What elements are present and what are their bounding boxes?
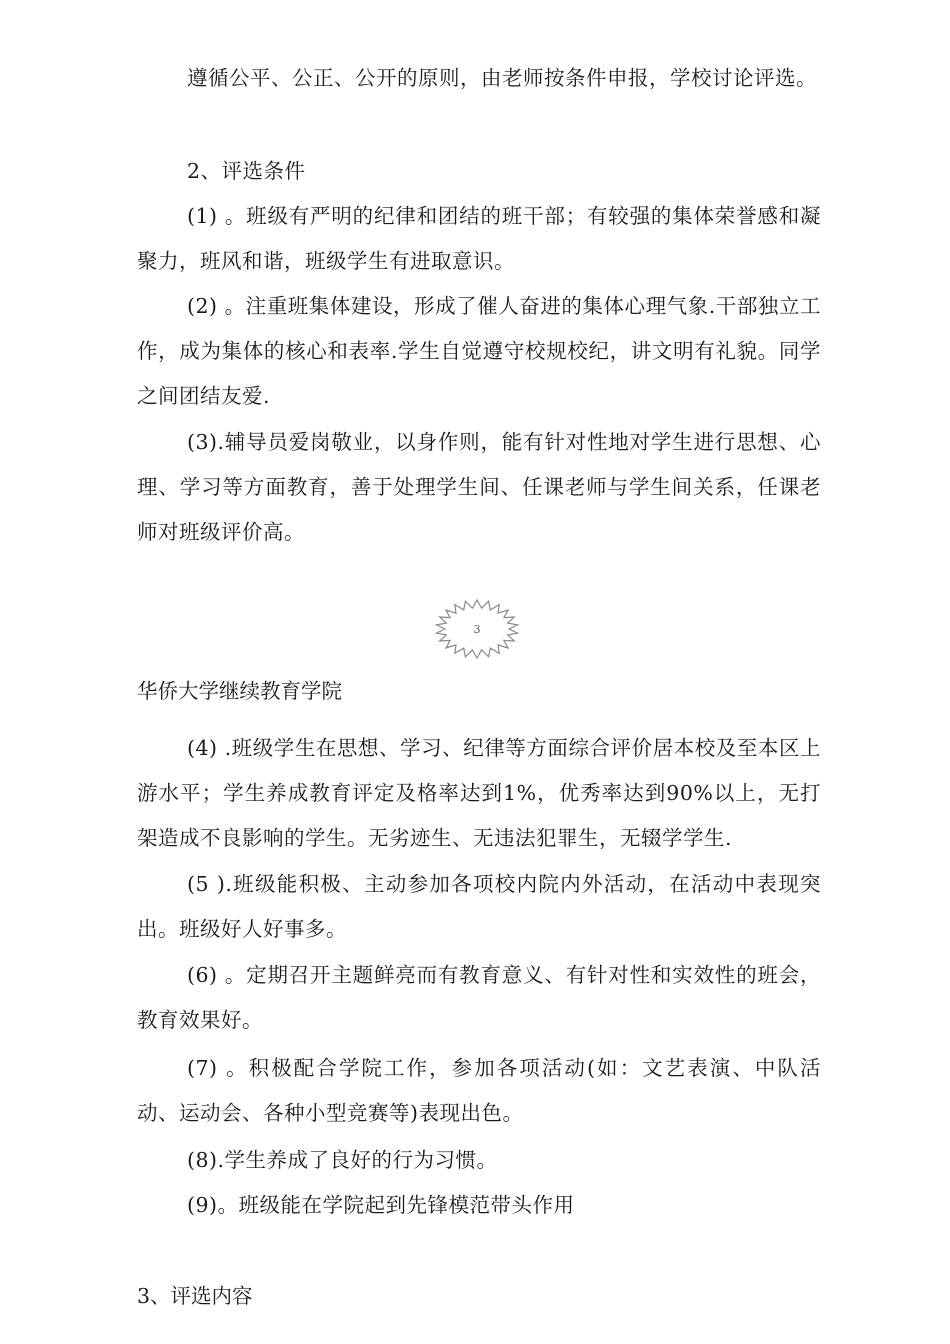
paragraph-condition-2: (2) 。注重班集体建设，形成了催人奋进的集体心理气象.干部独立工作，成为集体的核心和表率.学生自觉遵守校规校纪，讲文明有礼貌。同学之间团结友爱. [137,294,821,408]
paragraph-condition-8: (8).学生养成了良好的行为习惯。 [187,1148,498,1172]
page-header-title: 华侨大学继续教育学院 [137,679,342,703]
paragraph-condition-9: (9)。班级能在学院起到先锋模范带头作用 [187,1193,575,1217]
paragraph-condition-5: (5 ).班级能积极、主动参加各项校内院内外活动，在活动中表现突出。班级好人好事多。 [137,872,821,941]
heading-evaluation-content: 3、评选内容 [137,1284,253,1308]
paragraph-condition-3: (3).辅导员爱岗敬业，以身作则，能有针对性地对学生进行思想、心理、学习等方面教育，善于处理学生间、任课老师与学生间关系，任课老师对班级评价高。 [137,430,821,544]
page-number: 3 [473,622,481,636]
paragraph-condition-4: (4) .班级学生在思想、学习、纪律等方面综合评价居本校及至本区上游水平；学生养成教育评定及格率达到1%，优秀率达到90%以上，无打架造成不良影响的学生。无劣迹生、无违法犯罪生，无辍学学生. [137,736,821,850]
page-number-badge [434,598,520,660]
paragraph-condition-1: (1) 。班级有严明的纪律和团结的班干部；有较强的集体荣誉感和凝聚力，班风和谐，班级学生有进取意识。 [137,204,821,273]
heading-evaluation-conditions: 2、评选条件 [187,159,306,183]
paragraph-evaluation-principle: 遵循公平、公正、公开的原则，由老师按条件申报，学校讨论评选。 [187,66,817,90]
paragraph-condition-6: (6) 。定期召开主题鲜亮而有教育意义、有针对性和实效性的班会，教育效果好。 [137,963,821,1032]
paragraph-condition-7: (7) 。积极配合学院工作，参加各项活动(如：文艺表演、中队活动、运动会、各种小型竞赛等)表现出色。 [137,1056,821,1125]
